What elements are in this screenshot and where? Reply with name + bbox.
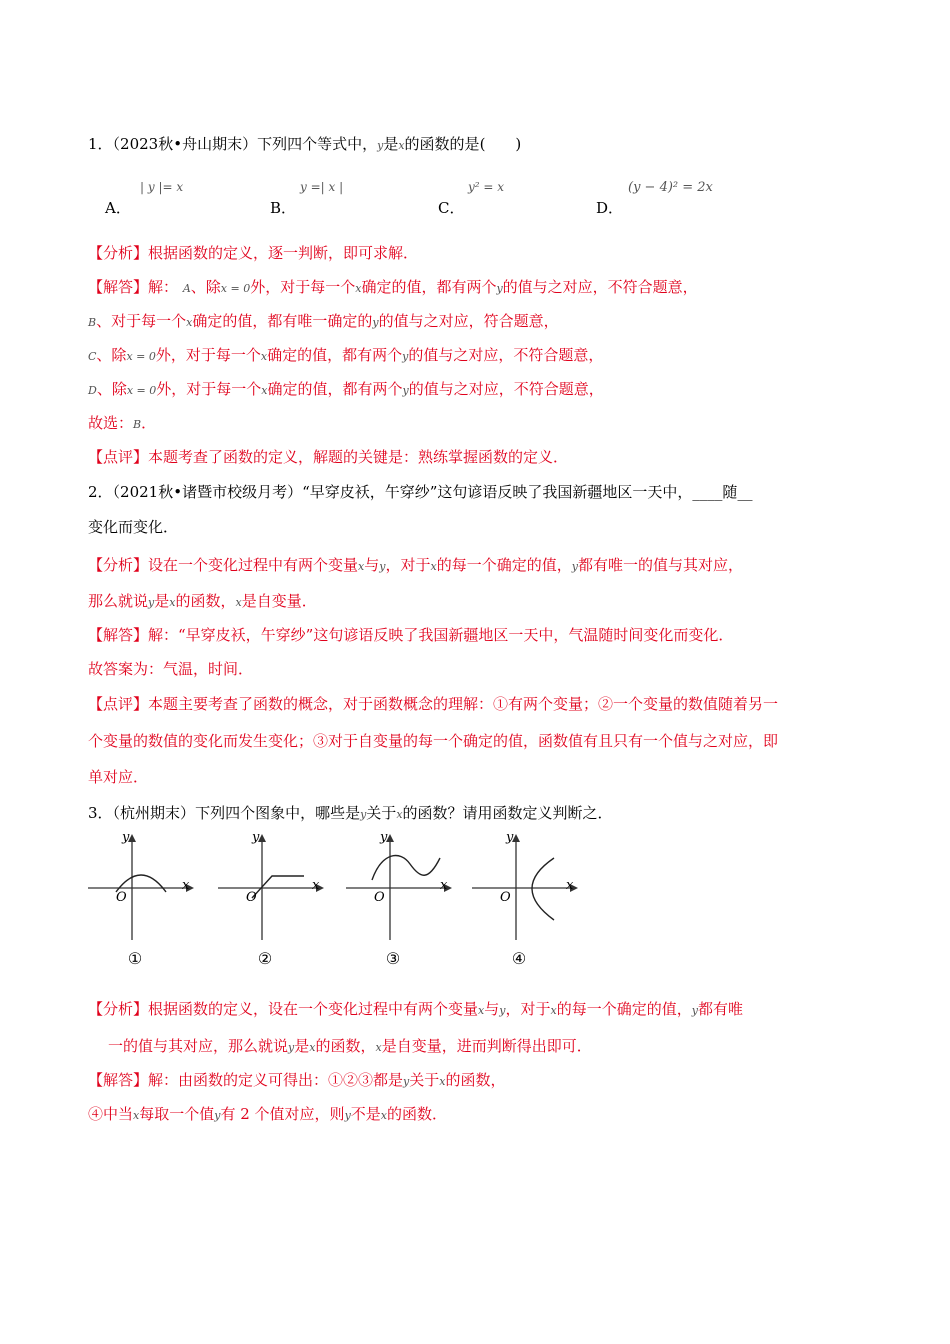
comment-tag: 【点评】: [88, 695, 149, 713]
origin-label: O: [374, 890, 385, 905]
q1-number: 1．: [88, 135, 113, 153]
var-x: x: [430, 560, 437, 573]
var-y: y: [148, 596, 155, 609]
text: 一的值与其对应，那么就说: [108, 1037, 289, 1055]
text: 与: [484, 1000, 500, 1018]
q2-analysis: [88, 554, 743, 578]
var-y: y: [214, 1109, 221, 1122]
text: ，对于: [505, 1000, 551, 1018]
text: 根据函数的定义，设在一个变化过程中有两个变量: [148, 1000, 479, 1018]
var-x: x: [380, 1109, 388, 1122]
choose-label: 故选：: [88, 414, 134, 432]
analysis-tag: 【分析】: [88, 1000, 149, 1018]
text: 外，对于每一个: [155, 346, 261, 364]
graph-4: [470, 830, 580, 975]
q3-number: 3．: [88, 804, 113, 822]
blank-2: __: [737, 483, 753, 501]
graph-4-plot: [470, 830, 580, 950]
q2-comment-line2: 个变量的数值的变化而发生变化；③对于自变量的每一个确定的值，函数值有且只有一个值与之对应，即: [88, 732, 779, 750]
choose-letter: B: [133, 418, 142, 431]
text: 、除: [190, 278, 221, 296]
graph-2-label: ②: [257, 949, 273, 968]
q1-answer-a: [88, 276, 698, 300]
var-y: y: [403, 1075, 410, 1088]
q1-stem: [88, 133, 521, 157]
analysis-text: 根据函数的定义，逐一判断，即可求解．: [148, 244, 419, 262]
text: 的值与之对应，不符合题意，: [408, 380, 604, 398]
var-x: x: [186, 316, 193, 329]
text: 外，对于每一个: [156, 380, 262, 398]
math-x-eq-0: x = 0: [220, 282, 251, 295]
text: 设在一个变化过程中有两个变量: [148, 556, 359, 574]
comment-tag: 【点评】: [88, 448, 149, 466]
graph-1-plot: [86, 830, 196, 950]
var-x: x: [235, 596, 242, 609]
var-x: x: [169, 596, 176, 609]
q1-analysis: [88, 242, 418, 264]
q1-choice: [88, 412, 156, 436]
graph-1: [86, 830, 196, 975]
q1-option-d-label: D．: [596, 199, 624, 217]
q1-stem-b: 是: [383, 135, 399, 153]
text: 确定的值，都有两个: [267, 346, 403, 364]
text: 确定的值，都有唯一确定的: [192, 312, 373, 330]
q1-option-b-label: B．: [270, 199, 297, 217]
var-x: x: [375, 1041, 382, 1054]
var-x: x: [398, 139, 405, 152]
q1-answer-paren: ( ): [479, 135, 522, 153]
var-y: y: [377, 139, 384, 152]
text: 的函数，: [445, 1071, 506, 1089]
q3-source: （杭州期末）: [112, 804, 196, 822]
text: 的值与之对应，符合题意，: [378, 312, 559, 330]
axis-x-label: x: [182, 878, 190, 893]
axis-y-label: y: [252, 830, 260, 845]
text: 下列四个图象中，哪些是: [195, 804, 361, 822]
axis-x-label: x: [566, 878, 574, 893]
text: 确定的值，都有两个: [267, 380, 403, 398]
q1-stem-c: 的函数的是: [404, 135, 480, 153]
answer-tag: 【解答】: [88, 626, 149, 644]
text: 有 2 个值对应，则: [220, 1105, 345, 1123]
q3-answer-line2: [88, 1103, 447, 1127]
q2-stem: [88, 481, 752, 503]
text: 、除: [96, 380, 127, 398]
text: 都有唯一的值与其对应，: [577, 556, 743, 574]
axis-y-label: y: [380, 830, 388, 845]
text: 确定的值，都有两个: [361, 278, 497, 296]
var-y: y: [379, 560, 386, 573]
text: 的每一个确定的值，: [436, 556, 572, 574]
var-y: y: [402, 384, 409, 397]
q1-option-a-math: | y |= x: [140, 180, 184, 194]
answer-text: 解：“早穿皮袄，午穿纱”这句谚语反映了我国新疆地区一天中，气温随时间变化而变化．: [148, 626, 734, 644]
q1-answer-d: [88, 378, 604, 402]
graph-3: [344, 830, 454, 975]
var-y: y: [360, 808, 367, 821]
var-x: x: [355, 282, 362, 295]
graph-1-label: ①: [127, 949, 143, 968]
text: 不是: [350, 1105, 381, 1123]
graph-2-plot: [216, 830, 326, 950]
var-y: y: [288, 1041, 295, 1054]
answer-intro: 解：: [148, 278, 179, 296]
q2-comment: [88, 693, 778, 715]
analysis-tag: 【分析】: [88, 556, 149, 574]
var-y: y: [496, 282, 503, 295]
var-x: x: [478, 1004, 485, 1017]
origin-label: O: [116, 890, 127, 905]
var-x: x: [261, 384, 268, 397]
var-x: x: [309, 1041, 316, 1054]
text: 的值与之对应，不符合题意，: [408, 346, 604, 364]
q1-option-d-math: (y − 4)² = 2x: [628, 180, 713, 195]
q1-comment: [88, 446, 568, 468]
text: ，对于: [385, 556, 431, 574]
text: 、对于每一个: [96, 312, 187, 330]
q2-stem-a: “早穿皮袄，午穿纱”这句谚语反映了我国新疆地区一天中，: [302, 483, 693, 501]
axis-x-label: x: [440, 878, 448, 893]
q3-graphs: [86, 830, 586, 975]
text: 与: [364, 556, 380, 574]
axis-x-label: x: [312, 878, 320, 893]
text: 关于: [366, 804, 397, 822]
axis-y-label: y: [506, 830, 514, 845]
math-x-eq-0: x = 0: [126, 350, 156, 363]
text: 解：由函数的定义可得出：①②③都是: [148, 1071, 404, 1089]
q2-stem-line2: 变化而变化．: [88, 518, 179, 536]
text: 关于: [409, 1071, 440, 1089]
q3-stem: [88, 802, 613, 826]
q1-option-c-math: y² = x: [468, 180, 505, 194]
var-x: x: [133, 1109, 140, 1122]
text: 外，对于每一个: [250, 278, 356, 296]
text: ．: [141, 414, 157, 432]
answer-tag: 【解答】: [88, 1071, 149, 1089]
text: 的每一个确定的值，: [556, 1000, 692, 1018]
var-x: x: [439, 1075, 446, 1088]
var-y: y: [499, 1004, 506, 1017]
q2-answer: [88, 624, 733, 646]
q1-stem-a: 下列四个等式中，: [257, 135, 378, 153]
text: 本题主要考查了函数的概念，对于函数概念的理解：①有两个变量；②一个变量的数值随着另一: [148, 695, 779, 713]
axis-y-label: y: [122, 830, 130, 845]
answer-tag: 【解答】: [88, 278, 149, 296]
graph-4-label: ④: [511, 949, 527, 968]
var-y: y: [691, 1004, 698, 1017]
text: 都有唯: [697, 1000, 743, 1018]
text: 的函数．: [387, 1105, 448, 1123]
text: 的函数？请用函数定义判断之．: [402, 804, 613, 822]
analysis-tag: 【分析】: [88, 244, 149, 262]
q1-source: （2023秋•舟山期末）: [112, 135, 258, 153]
comment-text: 本题考查了函数的定义，解题的关键是：熟练掌握函数的定义．: [148, 448, 569, 466]
graph-3-label: ③: [385, 949, 401, 968]
text: 是自变量．: [241, 592, 317, 610]
origin-label: O: [500, 890, 511, 905]
q1-answer-b: [88, 310, 559, 334]
text: 的值与之对应，不符合题意，: [502, 278, 698, 296]
math-x-eq-0: x = 0: [126, 384, 157, 397]
var-y: y: [571, 560, 578, 573]
text: 随: [722, 483, 738, 501]
q3-analysis: [88, 998, 743, 1022]
q1-answer-c: [88, 344, 603, 368]
var-x: x: [260, 350, 268, 363]
text: 是: [294, 1037, 310, 1055]
letter-c: C: [88, 350, 97, 363]
text: 是自变量，进而判断得出即可．: [381, 1037, 592, 1055]
text: 、除: [96, 346, 127, 364]
var-y: y: [344, 1109, 351, 1122]
q2-final-answer: 故答案为：气温，时间．: [88, 660, 254, 678]
var-x: x: [550, 1004, 557, 1017]
text: 的函数，: [175, 592, 236, 610]
text: 那么就说: [88, 592, 149, 610]
text: ④中当: [88, 1105, 134, 1123]
letter-d: D: [88, 384, 97, 397]
q2-number: 2．: [88, 483, 113, 501]
letter-b: B: [88, 316, 97, 329]
q2-comment-line3: 单对应．: [88, 768, 149, 786]
q1-option-b-math: y =| x |: [300, 180, 344, 194]
q1-option-a-label: A．: [105, 199, 131, 217]
text: 是: [154, 592, 170, 610]
graph-2: [216, 830, 326, 975]
var-y: y: [372, 316, 379, 329]
blank-1: ____: [692, 483, 723, 501]
var-y: y: [402, 350, 409, 363]
text: 每取一个值: [139, 1105, 215, 1123]
q2-analysis-line2: [88, 590, 317, 614]
var-x: x: [358, 560, 365, 573]
q2-source: （2021秋•诸暨市校级月考）: [112, 483, 303, 501]
graph-3-plot: [344, 830, 454, 950]
q3-analysis-line2: [108, 1035, 592, 1059]
letter-a: A: [182, 282, 191, 295]
q3-answer: [88, 1069, 506, 1093]
var-x: x: [396, 808, 403, 821]
text: 的函数，: [315, 1037, 376, 1055]
origin-label: O: [246, 890, 257, 905]
q1-option-c-label: C．: [438, 199, 465, 217]
